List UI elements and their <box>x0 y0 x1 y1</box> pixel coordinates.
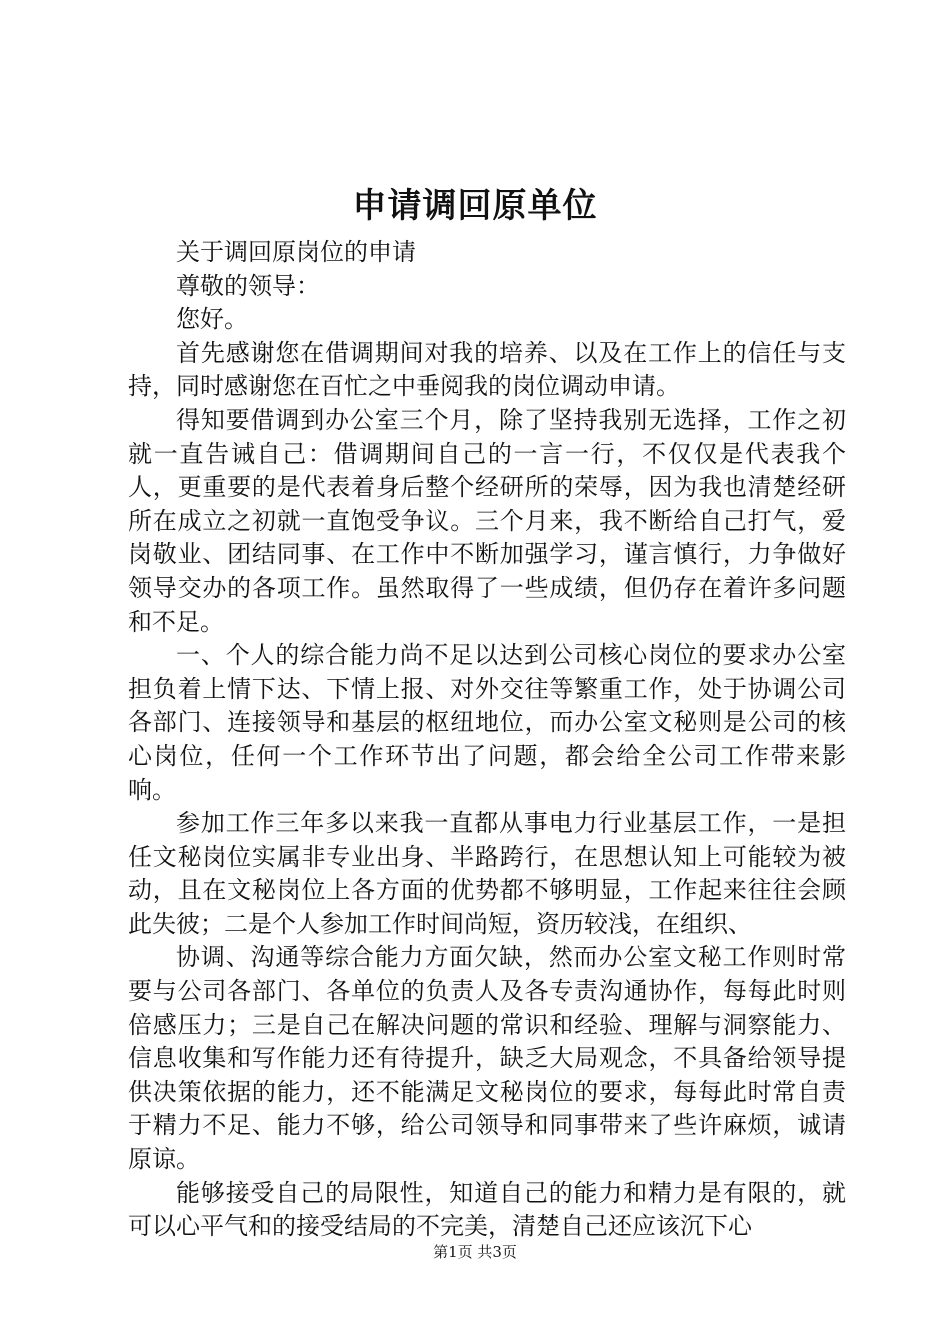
paragraph-heading: 关于调回原岗位的申请 <box>176 238 416 266</box>
paragraph: 首先感谢您在借调期间对我的培养、以及在工作上的信任与支持，同时感谢您在百忙之中垂阅我的岗位调动申请。 <box>128 338 846 401</box>
paragraph: 能够接受自己的局限性，知道自己的能力和精力是有限的，就可以心平气和的接受结局的不完美，清楚自己还应该沉下心 <box>128 1178 846 1241</box>
document-title: 申请调回原单位 <box>352 186 598 226</box>
paragraph-salutation: 尊敬的领导： <box>176 271 320 300</box>
paragraph: 参加工作三年多以来我一直都从事电力行业基层工作，一是担任文秘岗位实属非专业出身、半路跨行，在思想认知上可能较为被动，且在文秘岗位上各方面的优势都不够明显，工作起来往往会顾此失彼；二是个人参加工作时间尚短，资历较浅，在组织、 <box>128 809 846 938</box>
page-number-footer: 第1页 共3页 <box>433 1243 517 1261</box>
paragraph: 一、个人的综合能力尚不足以达到公司核心岗位的要求办公室担负着上情下达、下情上报、对外交往等繁重工作，处于协调公司各部门、连接领导和基层的枢纽地位，而办公室文秘则是公司的核心岗位，任何一个工作环节出了问题，都会给全公司工作带来影响。 <box>128 641 846 804</box>
paragraph-greeting: 您好。 <box>176 305 248 334</box>
paragraph: 得知要借调到办公室三个月，除了坚持我别无选择，工作之初就一直告诫自己：借调期间自己的一言一行，不仅仅是代表我个人，更重要的是代表着身后整个经研所的荣辱，因为我也清楚经研所在成立之初就一直饱受争议。三个月来，我不断给自己打气，爱岗敬业、团结同事、在工作中不断加强学习，谨言慎行，力争做好领导交办的各项工作。虽然取得了一些成绩，但仍存在着许多问题和不足。 <box>128 405 846 636</box>
paragraph: 协调、沟通等综合能力方面欠缺，然而办公室文秘工作则时常要与公司各部门、各单位的负责人及各专责沟通协作，每每此时则倍感压力；三是自己在解决问题的常识和经验、理解与洞察能力、信息收集和写作能力还有待提升，缺乏大局观念，不具备给领导提供决策依据的能力，还不能满足文秘岗位的要求，每每此时常自责于精力不足、能力不够，给公司领导和同事带来了些许麻烦，诚请原谅。 <box>128 943 846 1174</box>
document-body <box>128 236 846 1244</box>
